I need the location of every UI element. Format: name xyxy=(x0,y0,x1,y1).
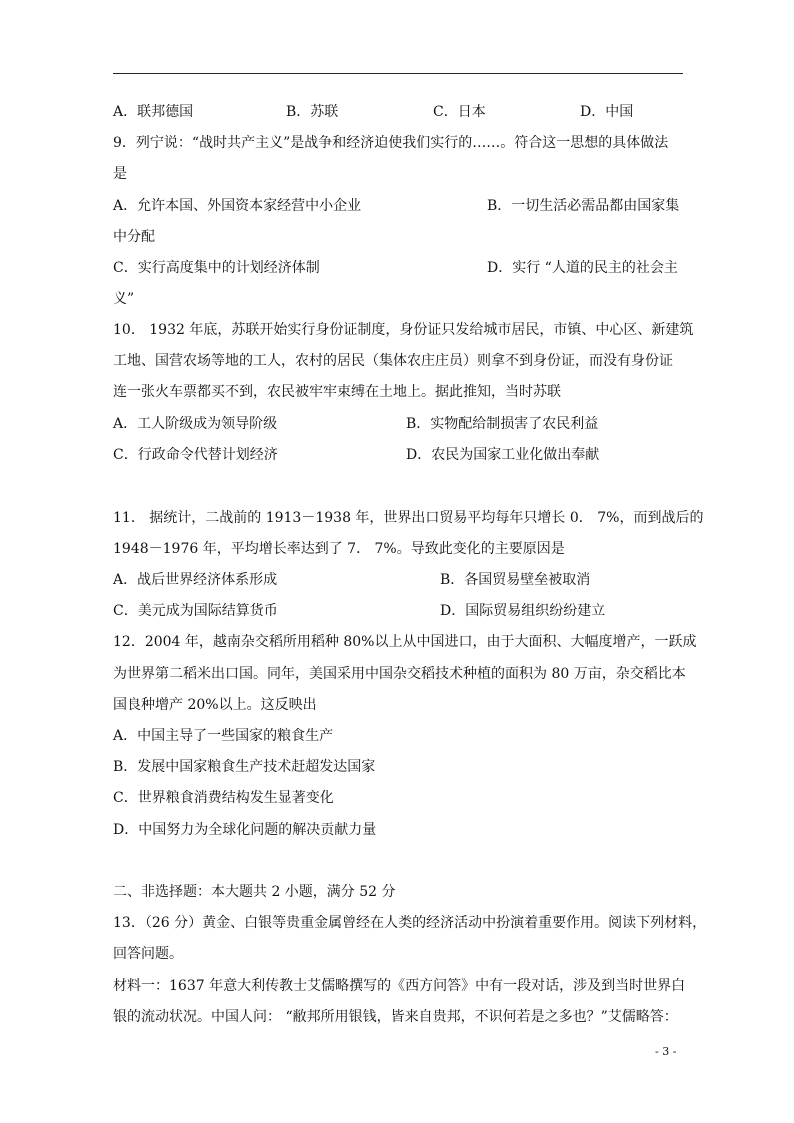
q9-option-d-part2: 义” xyxy=(113,291,135,307)
q9-option-b-part2: 中分配 xyxy=(113,229,155,245)
q11-option-d: D．国际贸易组织纷纷建立 xyxy=(440,603,606,619)
q10-option-b: B．实物配给制损害了农民利益 xyxy=(406,416,599,432)
q11-option-c: C．美元成为国际结算货币 xyxy=(113,603,278,619)
header-rule xyxy=(113,73,683,74)
q11-option-b: B．各国贸易壁垒被取消 xyxy=(440,572,591,588)
q12-option-d: D．中国努力为全球化问题的解决贡献力量 xyxy=(113,822,377,838)
q8-option-a: A．联邦德国 xyxy=(113,104,194,120)
q12-option-c: C．世界粮食消费结构发生显著变化 xyxy=(113,790,334,806)
q10-stem-line1: 10． 1932 年底，苏联开始实行身份证制度，身份证只发给城市居民，市镇、中心区、新建筑 xyxy=(113,322,694,338)
q11-option-a: A．战后世界经济体系形成 xyxy=(113,572,278,588)
q12-option-b: B．发展中国家粮食生产技术赶超发达国家 xyxy=(113,759,376,775)
q10-stem-line3: 连一张火车票都买不到，农民被牢牢束缚在土地上。据此推知，当时苏联 xyxy=(113,384,561,400)
q10-option-c: C．行政命令代替计划经济 xyxy=(113,447,278,463)
q11-stem-line2: 1948－1976 年，平均增长率达到了 7． 7%。导致此变化的主要原因是 xyxy=(113,541,565,557)
q8-option-d: D．中国 xyxy=(580,104,634,120)
q9-option-b-part1: B．一切生活必需品都由国家集 xyxy=(487,198,680,214)
q12-option-a: A．中国主导了一些国家的粮食生产 xyxy=(113,728,334,744)
q12-stem-line3: 国良种增产 20%以上。这反映出 xyxy=(113,697,317,713)
page-number: - 3 - xyxy=(655,1045,677,1058)
q10-stem-line2: 工地、国营农场等地的工人，农村的居民（集体农庄庄员）则拿不到身份证，而没有身份证 xyxy=(113,353,673,369)
q12-stem-line1: 12．2004 年，越南杂交稻所用稻种 80%以上从中国进口，由于大面积、大幅度增产，一跃成 xyxy=(113,634,697,650)
q11-stem-line1: 11． 据统计，二战前的 1913－1938 年，世界出口贸易平均每年只增长 0． 7%，而到战后的 xyxy=(113,510,704,526)
section2-heading: 二、非选择题：本大题共 2 小题，满分 52 分 xyxy=(113,884,396,900)
q9-stem-line2: 是 xyxy=(113,166,127,182)
q8-option-c: C．日本 xyxy=(433,104,486,120)
q13-material-line1: 材料一：1637 年意大利传教士艾儒略撰写的《西方问答》中有一段对话，涉及到当时世界白 xyxy=(113,978,686,994)
q9-option-d-part1: D．实行 “人道的民主的社会主 xyxy=(487,260,678,276)
q8-option-b: B．苏联 xyxy=(286,104,339,120)
q13-stem-line1: 13．（26 分）黄金、白银等贵重金属曾经在人类的经济活动中扮演着重要作用。阅读下列材料， xyxy=(113,915,707,931)
q12-stem-line2: 为世界第二稻米出口国。同年，美国采用中国杂交稻技术种植的面积为 80 万亩，杂交稻比本 xyxy=(113,666,686,682)
q10-option-d: D．农民为国家工业化做出奉献 xyxy=(406,447,600,463)
q13-stem-line2: 回答问题。 xyxy=(113,946,183,962)
q9-stem-line1: 9．列宁说：“战时共产主义”是战争和经济迫使我们实行的……。符合这一思想的具体做法 xyxy=(113,135,669,151)
q10-option-a: A．工人阶级成为领导阶级 xyxy=(113,416,278,432)
q13-material-line2: 银的流动状况。中国人问： “敝邦所用银钱，皆来自贵邦，不识何若是之多也？”艾儒略答： xyxy=(113,1009,678,1025)
q9-option-c: C．实行高度集中的计划经济体制 xyxy=(113,260,320,276)
q9-option-a: A．允许本国、外国资本家经营中小企业 xyxy=(113,198,362,214)
